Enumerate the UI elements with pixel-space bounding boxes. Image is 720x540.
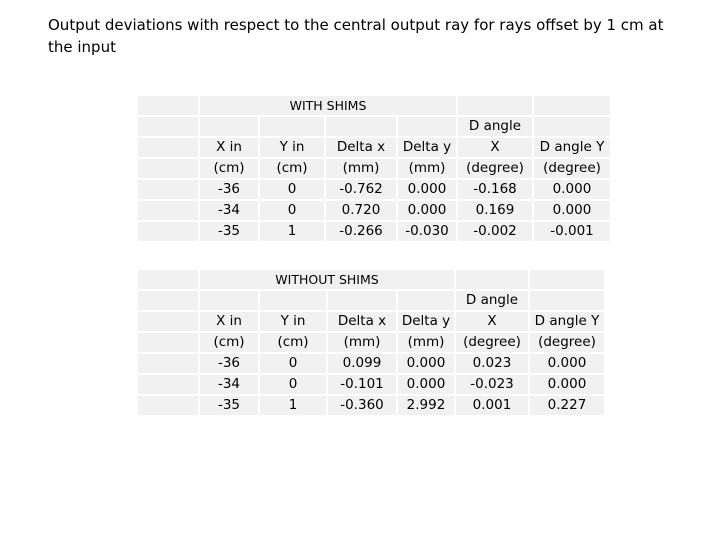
header-row	[138, 138, 610, 157]
header-cell: (degree)	[530, 333, 604, 352]
header-cell: (degree)	[534, 159, 610, 178]
empty-cell	[530, 270, 604, 289]
header-cell: (mm)	[398, 333, 454, 352]
data-cell: 0.000	[398, 180, 456, 199]
table-label: WITHOUT SHIMS	[200, 270, 454, 289]
header-cell	[530, 291, 604, 310]
data-cell: 0.000	[398, 354, 454, 373]
data-cell: 0.099	[328, 354, 396, 373]
data-cell: 0.000	[530, 354, 604, 373]
empty-cell	[138, 291, 198, 310]
header-row	[138, 333, 604, 352]
header-cell	[534, 117, 610, 136]
header-cell: D angle	[458, 117, 532, 136]
data-cell: -0.266	[326, 222, 396, 241]
data-cell: -0.360	[328, 396, 396, 415]
header-cell: (mm)	[326, 159, 396, 178]
header-cell: (mm)	[398, 159, 456, 178]
empty-cell	[138, 222, 198, 241]
data-cell: -35	[200, 222, 258, 241]
data-cell: -0.030	[398, 222, 456, 241]
slide-title: Output deviations with respect to the central output ray for rays offset by 1 cm at the input	[48, 16, 664, 56]
data-cell: -0.002	[458, 222, 532, 241]
data-cell: 0.000	[534, 201, 610, 220]
empty-cell	[534, 96, 610, 115]
data-cell: 0.227	[530, 396, 604, 415]
data-cell: -36	[200, 354, 258, 373]
header-cell: X in	[200, 312, 258, 331]
data-cell: 0.023	[456, 354, 528, 373]
data-cell: 0.720	[326, 201, 396, 220]
data-cell: 0.000	[534, 180, 610, 199]
header-cell	[260, 291, 326, 310]
header-cell: (cm)	[200, 333, 258, 352]
data-cell: 0.169	[458, 201, 532, 220]
header-cell: (degree)	[456, 333, 528, 352]
header-cell: (degree)	[458, 159, 532, 178]
data-cell: 2.992	[398, 396, 454, 415]
empty-cell	[458, 96, 532, 115]
empty-cell	[138, 354, 198, 373]
data-cell: -0.023	[456, 375, 528, 394]
table-label: WITH SHIMS	[200, 96, 456, 115]
data-cell: 0.001	[456, 396, 528, 415]
header-cell: X	[456, 312, 528, 331]
data-cell: 1	[260, 396, 326, 415]
header-cell	[328, 291, 396, 310]
with-shims-table	[136, 94, 612, 243]
empty-cell	[138, 333, 198, 352]
without-shims-table	[136, 268, 606, 417]
table-row	[138, 180, 610, 199]
header-cell: D angle Y	[530, 312, 604, 331]
table-row	[138, 375, 604, 394]
header-cell: Delta x	[326, 138, 396, 157]
header-cell: Y in	[260, 312, 326, 331]
header-cell	[200, 291, 258, 310]
data-cell: -35	[200, 396, 258, 415]
empty-cell	[138, 96, 198, 115]
table-title-row	[138, 96, 610, 115]
data-cell: 0	[260, 375, 326, 394]
data-cell: -0.101	[328, 375, 396, 394]
header-cell: (cm)	[200, 159, 258, 178]
data-cell: 0	[260, 201, 324, 220]
header-row	[138, 117, 610, 136]
header-cell: X	[458, 138, 532, 157]
header-cell	[398, 117, 456, 136]
empty-cell	[456, 270, 528, 289]
header-cell: D angle	[456, 291, 528, 310]
header-row	[138, 291, 604, 310]
header-cell: (cm)	[260, 159, 324, 178]
data-cell: -0.001	[534, 222, 610, 241]
table-title-row	[138, 270, 604, 289]
empty-cell	[138, 159, 198, 178]
empty-cell	[138, 396, 198, 415]
empty-cell	[138, 375, 198, 394]
header-row	[138, 159, 610, 178]
empty-cell	[138, 180, 198, 199]
header-cell: Delta y	[398, 312, 454, 331]
data-cell: -36	[200, 180, 258, 199]
header-cell	[260, 117, 324, 136]
header-cell: Delta x	[328, 312, 396, 331]
header-cell	[326, 117, 396, 136]
header-cell: Y in	[260, 138, 324, 157]
data-cell: -0.762	[326, 180, 396, 199]
header-cell: D angle Y	[534, 138, 610, 157]
empty-cell	[138, 117, 198, 136]
table-row	[138, 201, 610, 220]
header-cell: Delta y	[398, 138, 456, 157]
data-cell: 0.000	[398, 375, 454, 394]
header-cell: (cm)	[260, 333, 326, 352]
header-cell: (mm)	[328, 333, 396, 352]
data-cell: -34	[200, 375, 258, 394]
data-cell: -0.168	[458, 180, 532, 199]
data-cell: 0.000	[530, 375, 604, 394]
header-cell	[398, 291, 454, 310]
empty-cell	[138, 270, 198, 289]
data-cell: -34	[200, 201, 258, 220]
data-cell: 0	[260, 354, 326, 373]
data-cell: 0	[260, 180, 324, 199]
table-row	[138, 354, 604, 373]
table-row	[138, 222, 610, 241]
header-cell	[200, 117, 258, 136]
table-row	[138, 396, 604, 415]
empty-cell	[138, 138, 198, 157]
header-row	[138, 312, 604, 331]
data-cell: 1	[260, 222, 324, 241]
data-cell: 0.000	[398, 201, 456, 220]
header-cell: X in	[200, 138, 258, 157]
empty-cell	[138, 312, 198, 331]
empty-cell	[138, 201, 198, 220]
